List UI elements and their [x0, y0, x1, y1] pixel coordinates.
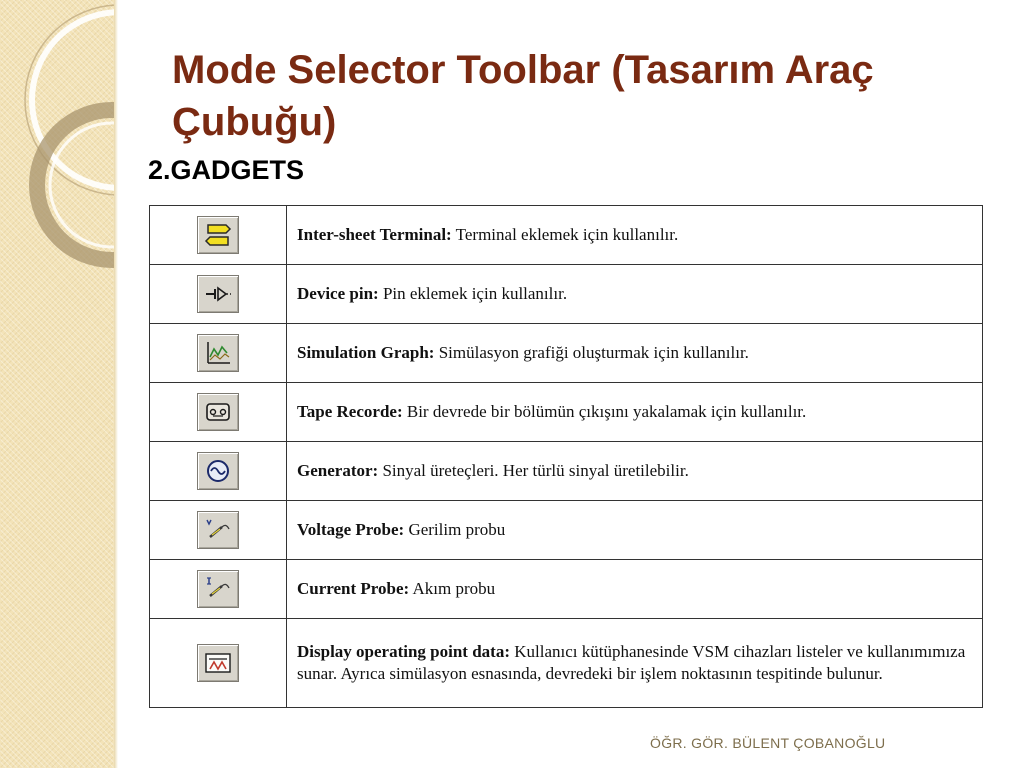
gadget-description: Gerilim probu — [408, 520, 506, 539]
sidebar-edge — [114, 0, 118, 768]
table-row — [150, 442, 983, 501]
gadget-description: Terminal eklemek için kullanılır. — [455, 225, 679, 244]
table-row — [150, 560, 983, 619]
decorative-circles — [0, 0, 114, 768]
gadget-term: Generator: — [297, 461, 379, 480]
gadget-term: Simulation Graph: — [297, 343, 435, 362]
simulation-graph-icon — [197, 334, 239, 372]
gadget-term: Tape Recorde: — [297, 402, 403, 421]
table-row — [150, 206, 983, 265]
table-row — [150, 619, 983, 708]
generator-icon — [197, 452, 239, 490]
gadget-term: Display operating point data: — [297, 642, 510, 661]
gadgets-table — [149, 205, 983, 708]
table-row — [150, 501, 983, 560]
device-pin-icon — [197, 275, 239, 313]
gadget-description: Sinyal üreteçleri. Her türlü sinyal üretilebilir. — [382, 461, 689, 480]
current-probe-icon — [197, 570, 239, 608]
section-subtitle: 2.GADGETS — [148, 155, 305, 185]
table-row — [150, 324, 983, 383]
tape-recorder-icon — [197, 393, 239, 431]
gadget-term: Voltage Probe: — [297, 520, 405, 539]
gadget-description: Akım probu — [412, 579, 496, 598]
footer-author: ÖĞR. GÖR. BÜLENT ÇOBANOĞLU — [650, 735, 886, 751]
inter-sheet-terminal-icon — [197, 216, 239, 254]
gadget-term: Device pin: — [297, 284, 379, 303]
gadget-description: Bir devrede bir bölümün çıkışını yakalamak için kullanılır. — [406, 402, 807, 421]
gadget-term: Inter-sheet Terminal: — [297, 225, 452, 244]
gadget-term: Current Probe: — [297, 579, 410, 598]
gadget-description: Pin eklemek için kullanılır. — [382, 284, 568, 303]
voltage-probe-icon — [197, 511, 239, 549]
slide-title: Mode Selector Toolbar (Tasarım Araç Çubuğu) — [172, 48, 874, 144]
gadget-description: Kullanıcı kütüphanesinde VSM cihazları listeler ve kullanımımıza sunar. Ayrıca simülasyon esnasında, devredeki bir işlem noktasının tespitinde bulunur. — [297, 642, 966, 683]
operating-point-data-icon — [197, 644, 239, 682]
table-row — [150, 265, 983, 324]
gadget-description: Simülasyon grafiği oluşturmak için kullanılır. — [438, 343, 749, 362]
decorative-sidebar — [0, 0, 114, 768]
table-row — [150, 383, 983, 442]
